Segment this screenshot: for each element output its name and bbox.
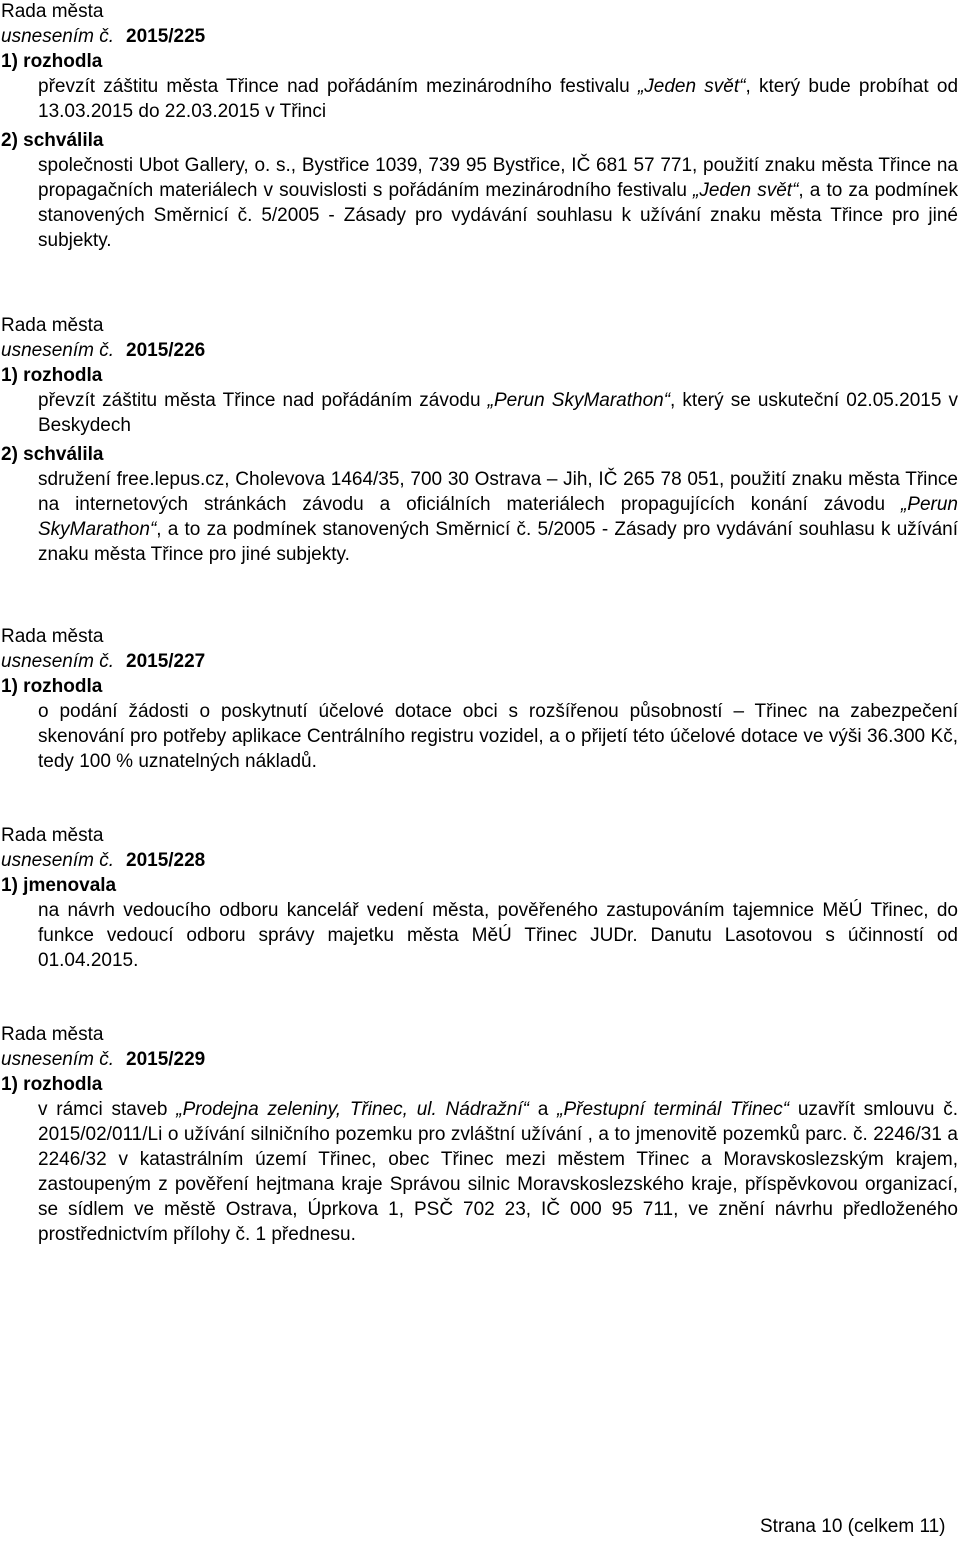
resolution-number: 2015/228	[126, 850, 206, 871]
resolution-header: usnesením č. 2015/228	[1, 850, 206, 871]
text-run: , který bude probíhat od 13.03.2015 do 22.03.2015 v Třinci	[38, 76, 959, 122]
resolution-header: usnesením č. 2015/225	[1, 26, 206, 47]
text-run: sdružení free.lepus.cz, Cholevova 1464/35, 700 30 Ostrava – Jih, IČ 265 78 051, použití znaku města Třince na internetových stránkách závodu a oficiálních materiálech propagujících konání závodu	[38, 469, 958, 515]
action-label: 1) rozhodla	[1, 1074, 103, 1095]
council-label: Rada města	[1, 1, 104, 22]
emphasized-name: „Perun SkyMarathon“	[38, 494, 958, 540]
resolution-text	[38, 153, 958, 253]
action-label: 1) rozhodla	[1, 51, 103, 72]
text-run: převzít záštitu města Třince nad pořádáním závodu	[38, 390, 488, 411]
page-number-footer: Strana 10 (celkem 11)	[760, 1516, 946, 1537]
action-label: 1) rozhodla	[1, 365, 103, 386]
emphasized-name: „Přestupní terminál Třinec“	[557, 1099, 790, 1120]
resolution-number: 2015/226	[126, 340, 206, 361]
resolution-header: usnesením č. 2015/227	[1, 651, 206, 672]
text-run: o podání žádosti o poskytnutí účelové dotace obci s rozšířenou působností – Třinec na zabezpečení skenování pro potřeby aplikace Centrálního registru vozidel, a o přijetí této účelové dotace ve výši 36.300 Kč, tedy 100 % uznatelných nákladů.	[38, 701, 958, 772]
resolution-text	[38, 74, 958, 124]
resolution-block	[0, 823, 960, 973]
council-label: Rada města	[1, 315, 104, 336]
council-label: Rada města	[1, 825, 104, 846]
text-run: společnosti Ubot Gallery, o. s., Bystřice 1039, 739 95 Bystřice, IČ 681 57 771, použití znaku města Třince na propagačních materiálech v souvislosti s pořádáním mezinárodního festivalu	[38, 155, 958, 201]
emphasized-name: „Perun SkyMarathon“	[487, 390, 671, 411]
text-run: a	[528, 1099, 558, 1120]
text-run: na návrh vedoucího odboru kancelář vedení města, pověřeného zastupováním tajemnice MěÚ Třinec, do funkce vedoucí odboru správy majetku města MěÚ Třinec JUDr. Danutu Lasotovou s účinností od 01.04.2015.	[38, 900, 958, 971]
resolution-block	[0, 624, 960, 774]
action-label: 1) rozhodla	[1, 676, 103, 697]
text-run: uzavřít smlouvu č. 2015/02/011/Li o užívání silničního pozemku pro zvláštní užívání , a to jmenovitě pozemků parc. č. 2246/31 a 2246/32 v katastrálním území Třinec, obec Třinec mezi městem Třinec a Moravskoslezským krajem, zastoupeným z pověření hejtmana kraje Správou silnic Moravskoslezského kraje, příspěvkovou organizací, se sídlem ve městě Ostrava, Úprkova 1, PSČ 702 23, IČ 000 95 711, ve znění návrhu předloženého prostřednictvím přílohy č. 1 přednesu.	[38, 1099, 958, 1245]
resolution-text	[38, 1097, 958, 1247]
resolution-block	[0, 1022, 960, 1247]
resolution-block	[0, 0, 960, 253]
action-label: 2) schválila	[1, 444, 104, 465]
resolution-header: usnesením č. 2015/229	[1, 1049, 206, 1070]
resolution-text	[38, 699, 958, 774]
text-run: převzít záštitu města Třince nad pořádáním mezinárodního festivalu	[38, 76, 638, 97]
resolution-text	[38, 898, 958, 973]
text-run: , který se uskuteční 02.05.2015 v Beskydech	[38, 390, 958, 436]
resolution-header: usnesením č. 2015/226	[1, 340, 206, 361]
resolution-text	[38, 467, 958, 567]
resolution-number: 2015/229	[126, 1049, 206, 1070]
emphasized-name: „Jeden svět“	[637, 76, 746, 97]
resolution-text	[38, 388, 958, 438]
text-run: v rámci staveb	[38, 1099, 177, 1120]
action-label: 1) jmenovala	[1, 875, 117, 896]
council-label: Rada města	[1, 626, 104, 647]
text-run: , a to za podmínek stanovených Směrnicí č. 5/2005 - Zásady pro vydávání souhlasu k užívání znaku města Třince pro jiné subjekty.	[38, 180, 959, 251]
council-label: Rada města	[1, 1024, 104, 1045]
emphasized-name: „Jeden svět“	[693, 180, 799, 201]
resolution-block	[0, 313, 960, 567]
text-run: , a to za podmínek stanovených Směrnicí č. 5/2005 - Zásady pro vydávání souhlasu k užívání znaku města Třince pro jiné subjekty.	[38, 519, 958, 565]
emphasized-name: „Prodejna zeleniny, Třinec, ul. Nádražní“	[176, 1099, 529, 1120]
action-label: 2) schválila	[1, 130, 104, 151]
resolution-number: 2015/227	[126, 651, 206, 672]
resolution-number: 2015/225	[126, 26, 206, 47]
